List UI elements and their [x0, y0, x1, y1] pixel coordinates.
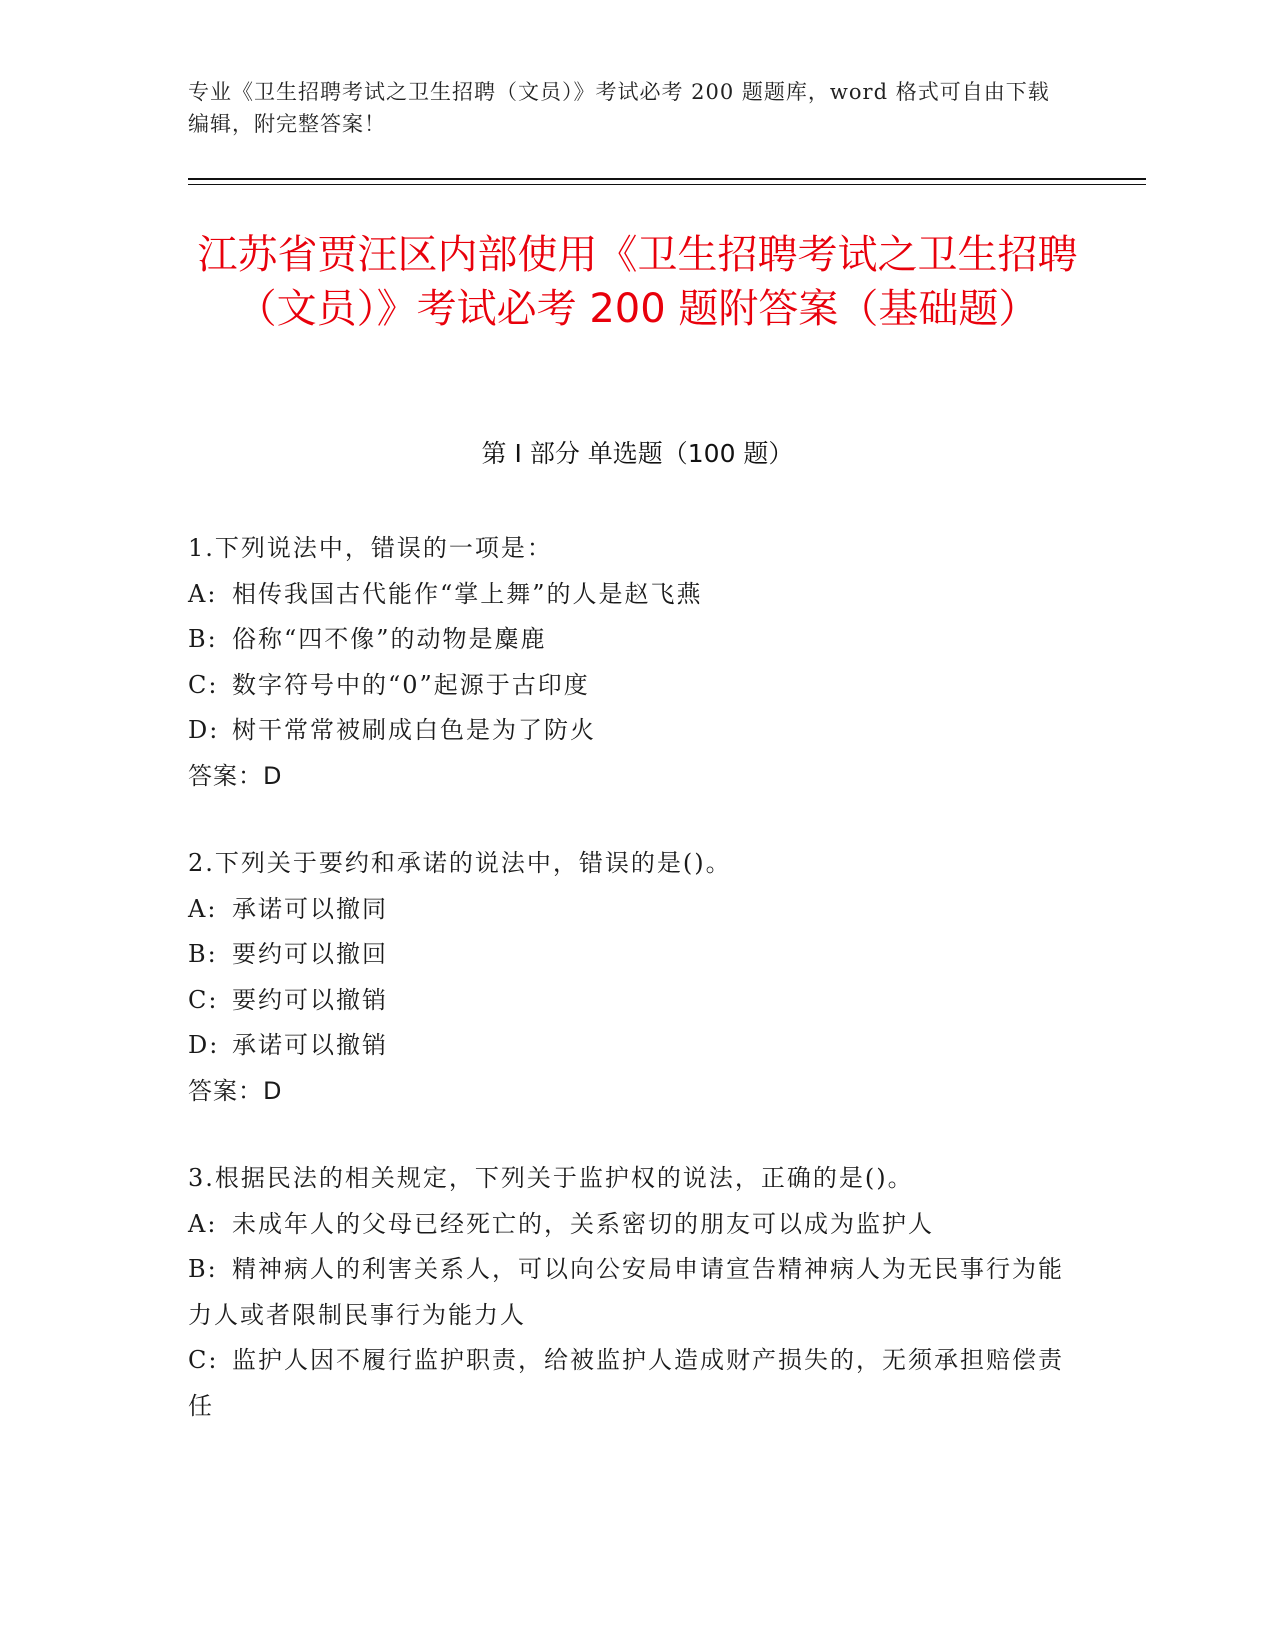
option-a — [188, 887, 1078, 933]
option-c — [188, 663, 1078, 709]
question-stem: 1.下列说法中，错误的一项是： — [188, 534, 553, 562]
option-text: 承诺可以撤销 — [232, 1031, 388, 1059]
option-text: 相传我国古代能作“掌上舞”的人是赵飞燕 — [232, 579, 703, 608]
question-stem: 2.下列关于要约和承诺的说法中，错误的是()。 — [188, 849, 732, 877]
option-a — [188, 1202, 1078, 1248]
option-label: A: — [188, 579, 218, 608]
question-2 — [188, 841, 1078, 1114]
option-text: 未成年人的父母已经死亡的，关系密切的朋友可以成为监护人 — [232, 1209, 934, 1238]
document-title: 江苏省贾汪区内部使用《卫生招聘考试之卫生招聘（文员）》考试必考 200 题附答案（基础题） — [197, 232, 1078, 332]
question-stem: 3.根据民法的相关规定，下列关于监护权的说法，正确的是()。 — [188, 1164, 914, 1192]
option-label: B: — [188, 940, 218, 968]
option-a — [188, 572, 1078, 618]
option-text: 监护人因不履行监护职责，给被监护人造成财产损失的，无须承担赔偿责任 — [188, 1346, 1064, 1420]
option-c — [188, 978, 1078, 1024]
option-d — [188, 708, 1078, 754]
option-text: 要约可以撤回 — [232, 940, 388, 968]
option-label: C: — [188, 670, 219, 699]
option-text: 数字符号中的“0”起源于古印度 — [232, 670, 590, 699]
option-b — [188, 1247, 1078, 1338]
answer-line: 答案：D — [188, 761, 283, 790]
option-label: D: — [188, 716, 220, 744]
header-note: 专业《卫生招聘考试之卫生招聘（文员）》考试必考 200 题题库，word 格式可自由下载编辑，附完整答案！ — [188, 80, 1050, 136]
option-label: D: — [188, 1031, 220, 1059]
header-rule-thick — [188, 178, 1146, 180]
option-b — [188, 617, 1078, 663]
question-1 — [188, 526, 1078, 799]
question-3 — [188, 1156, 1078, 1429]
option-text: 树干常常被刷成白色是为了防火 — [232, 716, 596, 744]
section-heading: 第 I 部分 单选题（100 题） — [481, 439, 794, 468]
option-d — [188, 1023, 1078, 1069]
header-rule-thin — [188, 184, 1146, 185]
option-text: 承诺可以撤同 — [232, 894, 388, 923]
option-label: A: — [188, 894, 218, 923]
option-label: C: — [188, 985, 219, 1014]
option-text: 要约可以撤销 — [232, 985, 388, 1014]
question-list — [188, 526, 1078, 1471]
option-label: B: — [188, 1255, 218, 1283]
option-text: 俗称“四不像”的动物是麋鹿 — [232, 625, 547, 653]
option-label: B: — [188, 625, 218, 653]
option-label: A: — [188, 1209, 218, 1238]
option-c — [188, 1338, 1078, 1429]
answer-line: 答案：D — [188, 1076, 283, 1105]
option-label: C: — [188, 1346, 219, 1374]
option-text: 精神病人的利害关系人，可以向公安局申请宣告精神病人为无民事行为能力人或者限制民事行为能力人 — [188, 1255, 1064, 1329]
option-b — [188, 932, 1078, 978]
